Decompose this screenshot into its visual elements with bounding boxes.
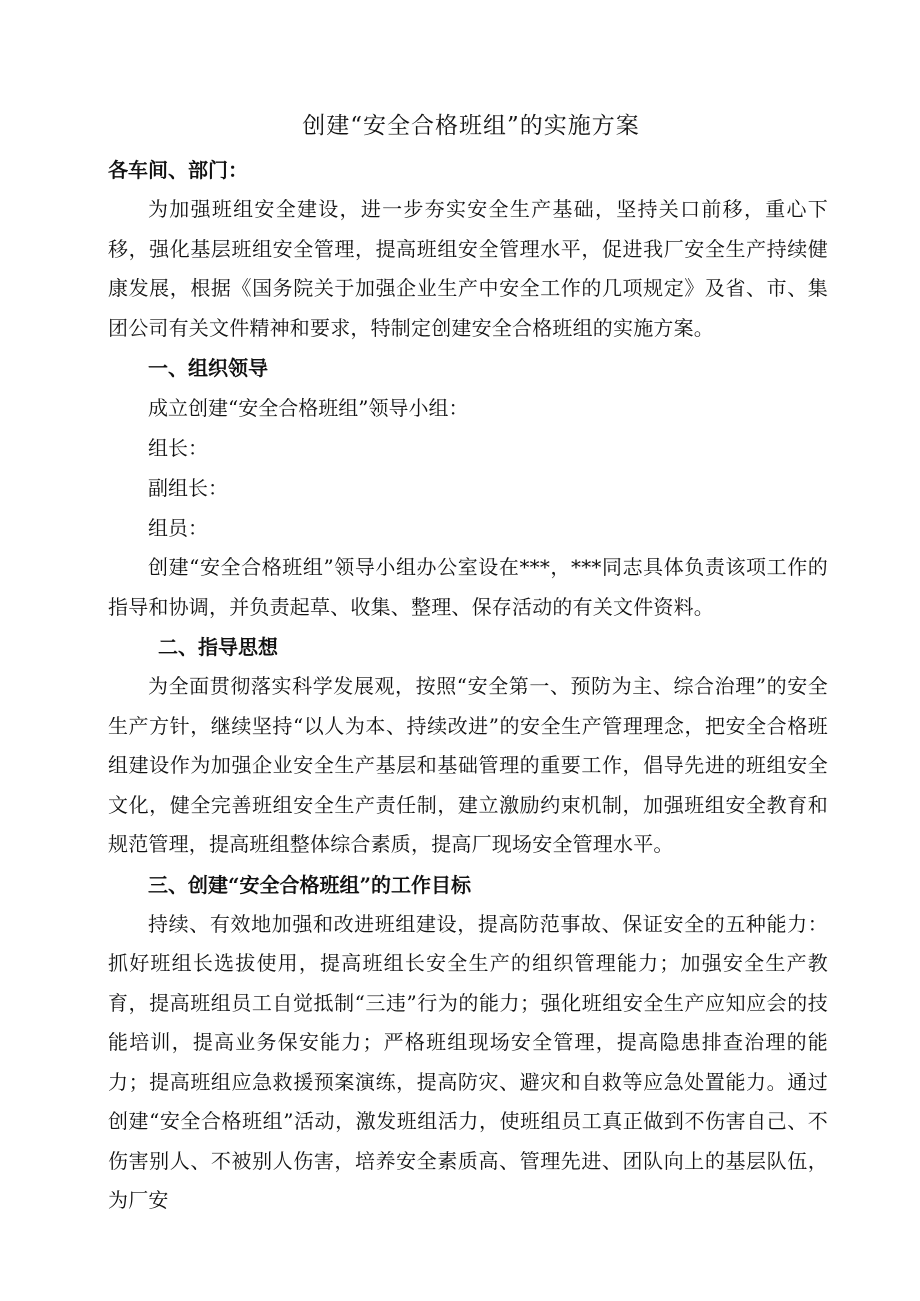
work-goals-paragraph: 持续、有效地加强和改进班组建设，提高防范事故、保证安全的五种能力：抓好班组长选拔使用，提高班组长安全生产的组织管理能力；加强安全生产教育，提高班组员工自觉抵制“三违”行为的能力；强化班组安全生产应知应会的技能培训，提高业务保安能力；严格班组现场安全管理，提高隐患排查治理的能力；提高班组应急救援预案演练，提高防灾、避灾和自救等应急处置能力。通过创建“安全合格班组”活动，激发班组活力，使班组员工真正做到不伤害自己、不伤害别人、不被别人伤害，培养安全素质高、管理先进、团队向上的基层队伍，为厂安 [108, 911, 828, 1212]
section-heading-organization: 一、组织领导 [148, 356, 268, 380]
deputy-leader-line: 副组长： [148, 476, 228, 500]
office-paragraph: 创建“安全合格班组”领导小组办公室设在***，***同志具体负责该项工作的指导和协调，并负责起草、收集、整理、保存活动的有关文件资料。 [108, 555, 828, 619]
members-line: 组员： [148, 516, 208, 540]
section-heading-guiding-ideology: 二、指导思想 [158, 635, 278, 659]
leader-line: 组长： [148, 436, 208, 460]
section-heading-work-goals: 三、创建“安全合格班组”的工作目标 [148, 872, 472, 897]
salutation: 各车间、部门： [108, 158, 248, 182]
guiding-ideology-paragraph: 为全面贯彻落实科学发展观，按照“安全第一、预防为主、综合治理”的安全生产方针，继续坚持“以人为本、持续改进”的安全生产管理理念，把安全合格班组建设作为加强企业安全生产基层和基础管理的重要工作，倡导先进的班组安全文化，健全完善班组安全生产责任制，建立激励约束机制，加强班组安全教育和规范管理，提高班组整体综合素质，提高厂现场安全管理水平。 [108, 674, 828, 856]
document-title: 创建“安全合格班组”的实施方案 [302, 113, 640, 139]
intro-paragraph: 为加强班组安全建设，进一步夯实安全生产基础，坚持关口前移，重心下移，强化基层班组安全管理，提高班组安全管理水平，促进我厂安全生产持续健康发展，根据《国务院关于加强企业生产中安全工作的几项规定》及省、市、集团公司有关文件精神和要求，特制定创建安全合格班组的实施方案。 [108, 197, 828, 340]
leadership-group-line: 成立创建“安全合格班组”领导小组： [148, 396, 469, 420]
